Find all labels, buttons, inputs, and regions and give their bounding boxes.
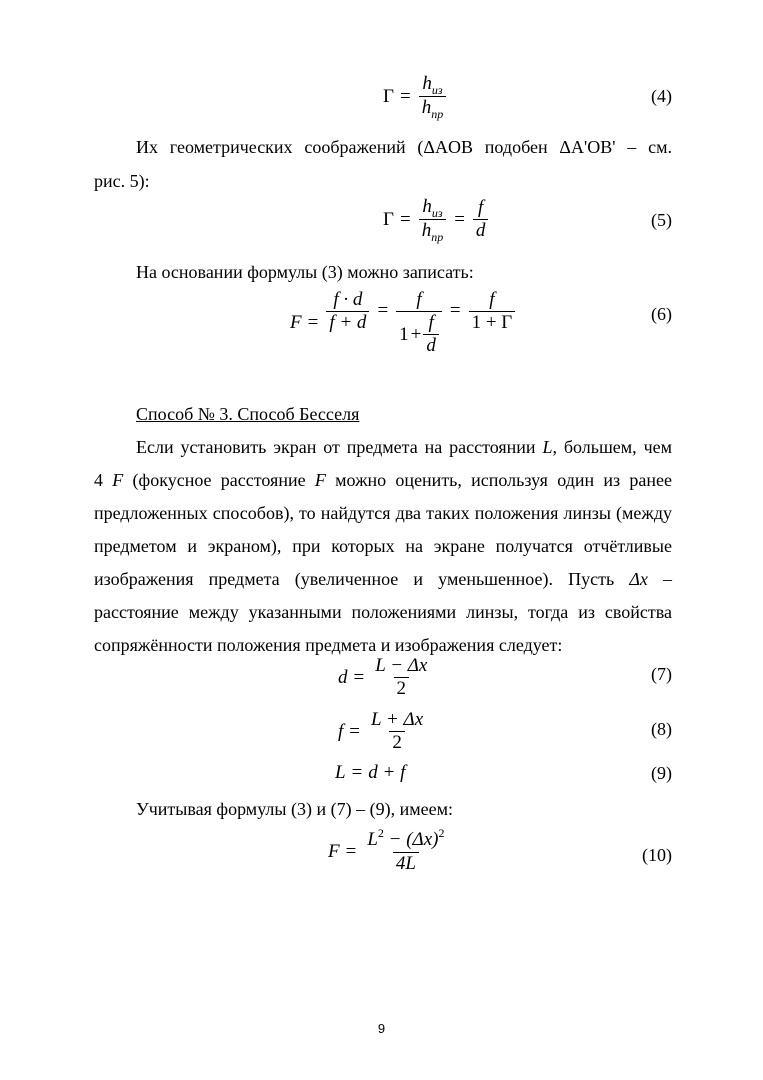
para3-line5: изображения предмета (увеличенное и уменьшенное). Пусть Δx – [94,569,673,589]
para3-line1: Если установить экран от предмета на расстоянии L, большем, чем [136,437,672,457]
eq6-fraction-2: f 1 + $\frac{f}{d}$ [396,290,442,356]
para3-line4: предметом и экраном), при которых на экране получатся отчётливые [94,536,672,556]
eq5-fraction-fd: $\frac{f}{d}$ [473,198,489,241]
eq7-fraction: $\frac{L - \Delta x}{2}$ [375,655,428,699]
eq9-number: (9) [651,763,672,783]
eq10-number: (10) [642,845,672,865]
eq6-lhs: F [290,312,302,333]
eq8-number: (8) [651,719,672,739]
eq7-number: (7) [651,664,672,684]
eq6-fraction-3: $\frac{f}{1 + \Gamma}$ [469,290,516,333]
equation-6: F = $\frac{f \cdot d}{f + d}$ = f 1 + $\frac{f}{d}$ = $\frac{f}{1 + \Gamma}$ [290,290,517,356]
para3-line2: 4 F (фокусное расстояние F можно оценить, используя один из ранее [94,470,673,490]
para4: Учитывая формулы (3) и (7) – (9), имеем: [136,799,453,819]
eq4-number: (4) [651,86,672,106]
equation-4: Γ = $\frac{h_{из}}{h_{пр}}$ [383,74,448,119]
eq5-lhs: Γ [383,208,394,230]
eq10-fraction: $\frac{L^2 - (\Delta x)^2}{4L}$ [367,826,445,874]
para3-line3: предложенных способов), то найдутся два таких положения линзы (между [94,503,672,523]
para3-line7: сопряжённости положения предмета и изображения следует: [94,635,563,655]
para2: На основании формулы (3) можно записать: [136,262,474,282]
para3-line6: расстояние между указанными положениями линзы, тогда из свойства [94,602,672,622]
page-number: 9 [377,1021,386,1036]
eq6-number: (6) [651,304,672,324]
eq4-fraction: $\frac{h_{из}}{h_{пр}}$ [419,74,447,119]
equation-7: d = $\frac{L - \Delta x}{2}$ [338,656,432,699]
para1-line1: Их геометрических соображений (ΔAOB подобен ΔA'OB' – см. [136,137,672,157]
eq8-fraction: $\frac{L + \Delta x}{2}$ [371,709,424,753]
para1-line2: рис. 5): [94,171,150,191]
equation-8: f = $\frac{L + \Delta x}{2}$ [338,710,428,753]
eq4-lhs: Γ [383,85,394,107]
eq5-number: (5) [651,210,672,230]
equation-5: Γ = $\frac{h_{из}}{h_{пр}}$ = $\frac{f}{d}$ [383,197,490,242]
eq5-fraction-h: $\frac{h_{из}}{h_{пр}}$ [419,197,447,242]
eq6-fraction-1: $\frac{f \cdot d}{f + d}$ [326,290,369,333]
section-title: Способ № 3. Способ Бесселя [136,404,360,424]
equation-10: F = $\frac{L^2 - (\Delta x)^2}{4L}$ [328,830,449,874]
equation-9: L = d + f [335,762,406,783]
